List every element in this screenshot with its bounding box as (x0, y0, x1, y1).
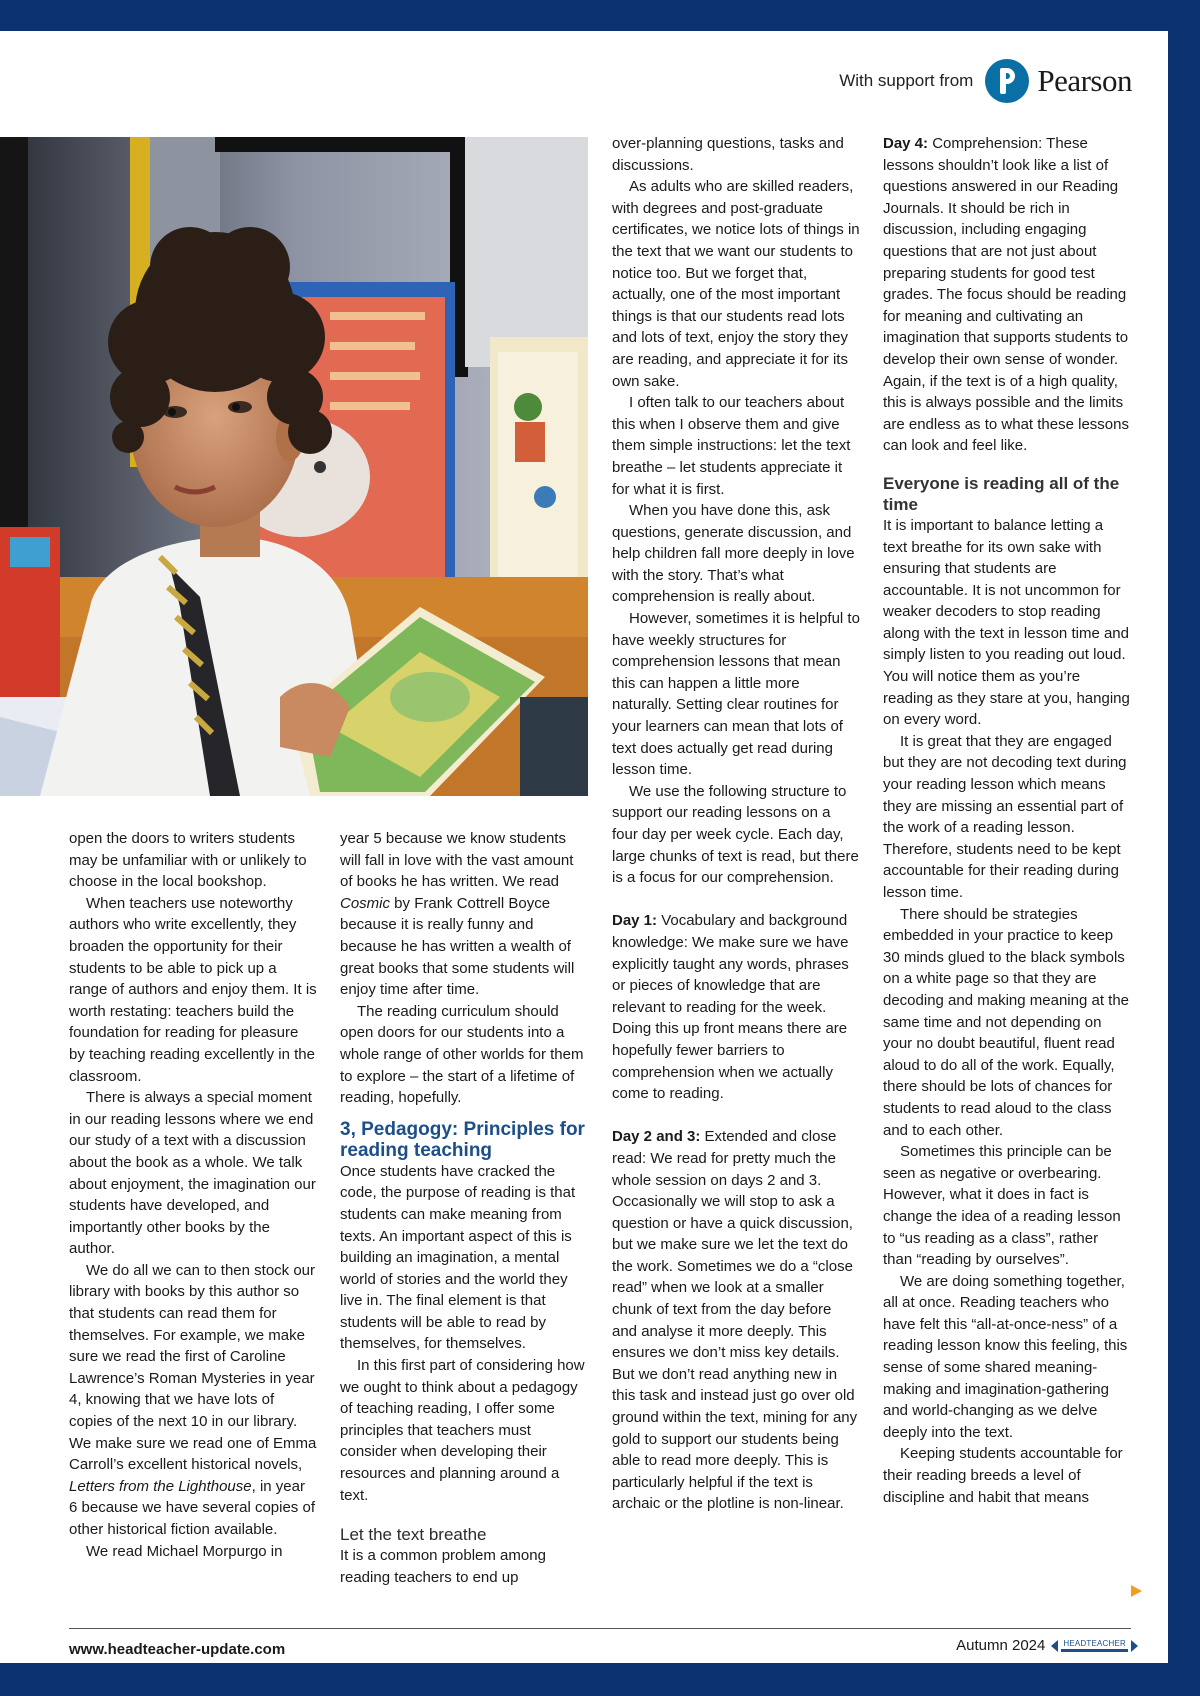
pearson-wordmark: Pearson (1037, 63, 1132, 98)
paragraph: Once students have cracked the code, the purpose of reading is that students can make meaning from texts. An important aspect of this is building an imagination, a mental world of stories and the world they live in. The final element is that students will be able to read by themselves, for themselves. (340, 1162, 576, 1353)
paragraph: There should be strategies embedded in your practice to keep 30 minds glued to the black symbols on a white page so that they are decoding and making meaning at the same time and not depending on your no doubt beautiful, fluent read aloud to do all of the work. Equally, there should be lots of chances for students to read aloud to the class and to each other. (883, 905, 1130, 1139)
text-run: Vocabulary and background knowledge: We make sure we have explicitly taught any words, phrases or pieces of knowledge that are relevant to reading for the week. Doing this up front means there are hopefully fewer barriers to comprehension when we actually come to reading. (612, 912, 849, 1103)
paragraph: Keeping students accountable for their reading breeds a level of discipline and habit that means (883, 1445, 1123, 1506)
article-column-1 (69, 828, 317, 1562)
subheading: Everyone is reading all of the time (883, 473, 1120, 514)
headteacher-logo: HEADTEACHER (1061, 1639, 1128, 1652)
pearson-logo-icon (985, 59, 1029, 103)
paragraph: As adults who are skilled readers, with degrees and post-graduate certificates, we notice lots of things in the text that we want our students to notice too. But we forget that, actually, one of the most important things is that our students read lots and lots of text, enjoy the story they are reading, and appreciate it for its own sake. (612, 178, 860, 390)
paragraph (340, 828, 588, 1001)
footer-issue-block (956, 1637, 1138, 1654)
footer-divider (69, 1628, 1131, 1629)
paragraph: open the doors to writers students may be unfamiliar with or unlikely to choose in the local bookshop. (69, 830, 307, 891)
paragraph: It is a common problem among reading teachers to end up (340, 1547, 546, 1586)
paragraph: When you have done this, ask questions, generate discussion, and help children fall more deeply in love with the story. That’s what comprehension is really about. (612, 502, 855, 606)
day-label: Day 2 and 3: (612, 1128, 701, 1146)
subheading: Let the text breathe (340, 1525, 487, 1545)
paragraph: When teachers use noteworthy authors who write excellently, they broaden the opportunity for their students to be able to pick up a range of authors and enjoy them. It is worth restating: teachers build the foundation for reading for pleasure by teaching reading excellently in the classroom. (69, 894, 317, 1085)
day-label: Day 1: (612, 912, 658, 930)
paragraph: There is always a special moment in our reading lessons where we end our study of a text with a discussion about the book as a whole. We talk about enjoyment, the imagination our students have developed, and importantly other books by the author. (69, 1089, 316, 1258)
text-run: Extended and close read: We read for pretty much the whole session on days 2 and 3. Occasionally we will stop to ask a question or have a quick discussion, but we make sure we let the text do the work. Sometimes we do a “close read” when we look at a smaller chunk of text from the day before and analyse it more deeply. This ensures we don’t miss key details. But we don’t read anything new in this task and instead just go over old ground within the text, mining for any gold to support our students being able to read more deeply. This is particularly helpful if the text is archaic or the plotline is non-linear. (612, 1128, 858, 1513)
paragraph (69, 1260, 317, 1541)
triangle-left-icon (1051, 1640, 1058, 1652)
book-title: Letters from the Lighthouse (69, 1477, 252, 1495)
paragraph: It is important to balance letting a text breathe for its own sake with ensuring that students are accountable. It is not uncommon for weaker decoders to stop reading along with the text in lesson time and simply listen to you reading out loud. You will notice them as you’re reading as they stare at you, hanging on every word. (883, 516, 1130, 729)
book-title: Cosmic (340, 894, 391, 912)
day-1-paragraph (612, 910, 860, 1104)
sponsor-banner (839, 55, 1132, 107)
boy-reading-photo (0, 137, 588, 796)
article-column-3 (612, 133, 860, 1515)
paragraph: It is great that they are engaged but they are not decoding text during your reading lesson which means they are missing an essential part of the work of a reading lesson. Therefore, students need to be kept accountable for their reading during lesson time. (883, 732, 1127, 901)
text-run: year 5 because we know students will fall in love with the vast amount of books he has written. We read (340, 830, 574, 891)
article-column-2 (340, 828, 588, 1588)
day-2-3-paragraph (612, 1126, 860, 1515)
article-column-4 (883, 133, 1131, 1508)
paragraph: The reading curriculum should open doors for our students into a whole range of other worlds for them to explore – the start of a lifetime of reading, hopefully. (340, 1002, 584, 1107)
text-run: , in year 6 because we have several copies of other historical fiction available. (69, 1477, 315, 1538)
paragraph: We read Michael Morpurgo in (86, 1542, 283, 1560)
magazine-page (0, 31, 1168, 1663)
text-run: Comprehension: These lessons shouldn’t look like a list of questions answered in our Reading Journals. It should be rich in discussion, including engaging questions that are not just about preparing students for good test grades. The focus should be reading for meaning and cultivating an imagination that supports students to develop their own sense of wonder. Again, if the text is of a high quality, this is always possible and the limits are endless as to what these lessons can look and feel like. (883, 135, 1129, 455)
day-label: Day 4: (883, 135, 929, 152)
paragraph: Sometimes this principle can be seen as negative or overbearing. However, what it does in fact is change the idea of a reading lesson to “us reading as a class”, rather than “reading by ourselves”. (883, 1143, 1121, 1269)
paragraph: However, sometimes it is helpful to have weekly structures for comprehension lessons that mean this can happen a little more naturally. Setting clear routines for your learners can mean that lots of text does actually get read during lesson time. (612, 610, 860, 779)
paragraph: In this first part of considering how we ought to think about a pedagogy of teaching reading, I offer some principles that teachers must consider when developing their resources and planning around a text. (340, 1357, 585, 1504)
section-heading: 3, Pedagogy: Principles for reading teaching (340, 1118, 585, 1161)
day-4-paragraph (883, 133, 1131, 457)
footer-url: www.headteacher-update.com (69, 1641, 286, 1658)
continue-arrow-icon (1131, 1585, 1142, 1597)
paragraph: We use the following structure to support our reading lessons on a four day per week cycle. Each day, large chunks of text is read, but there is a focus for our comprehension. (612, 782, 859, 887)
paragraph: I often talk to our teachers about this when I observe them and give them simple instructions: let the text breathe – let students appreciate it for what it is first. (612, 394, 851, 498)
text-run: by Frank Cottrell Boyce because it is really funny and because he has written a wealth of great books that some students will enjoy time after time. (340, 894, 575, 999)
paragraph: We are doing something together, all at once. Reading teachers who have felt this “all-at-once-ness” of a reading lesson know this feeling, this sense of some shared meaning-making and imagination-gathering and world-changing as we delve deeply into the text. (883, 1272, 1128, 1441)
support-text: With support from (839, 71, 974, 90)
triangle-right-icon (1131, 1640, 1138, 1652)
issue-date: Autumn 2024 (956, 1637, 1046, 1654)
paragraph: over-planning questions, tasks and discussions. (612, 135, 844, 174)
text-run: We do all we can to then stock our library with books by this author so that students can read them for themselves. For example, we make sure we read the first of Caroline Lawrence’s Roman Mysteries in year 4, knowing that we have lots of copies of the next 10 in our library. We make sure we read one of Emma Carroll’s excellent historical novels, (69, 1261, 317, 1474)
